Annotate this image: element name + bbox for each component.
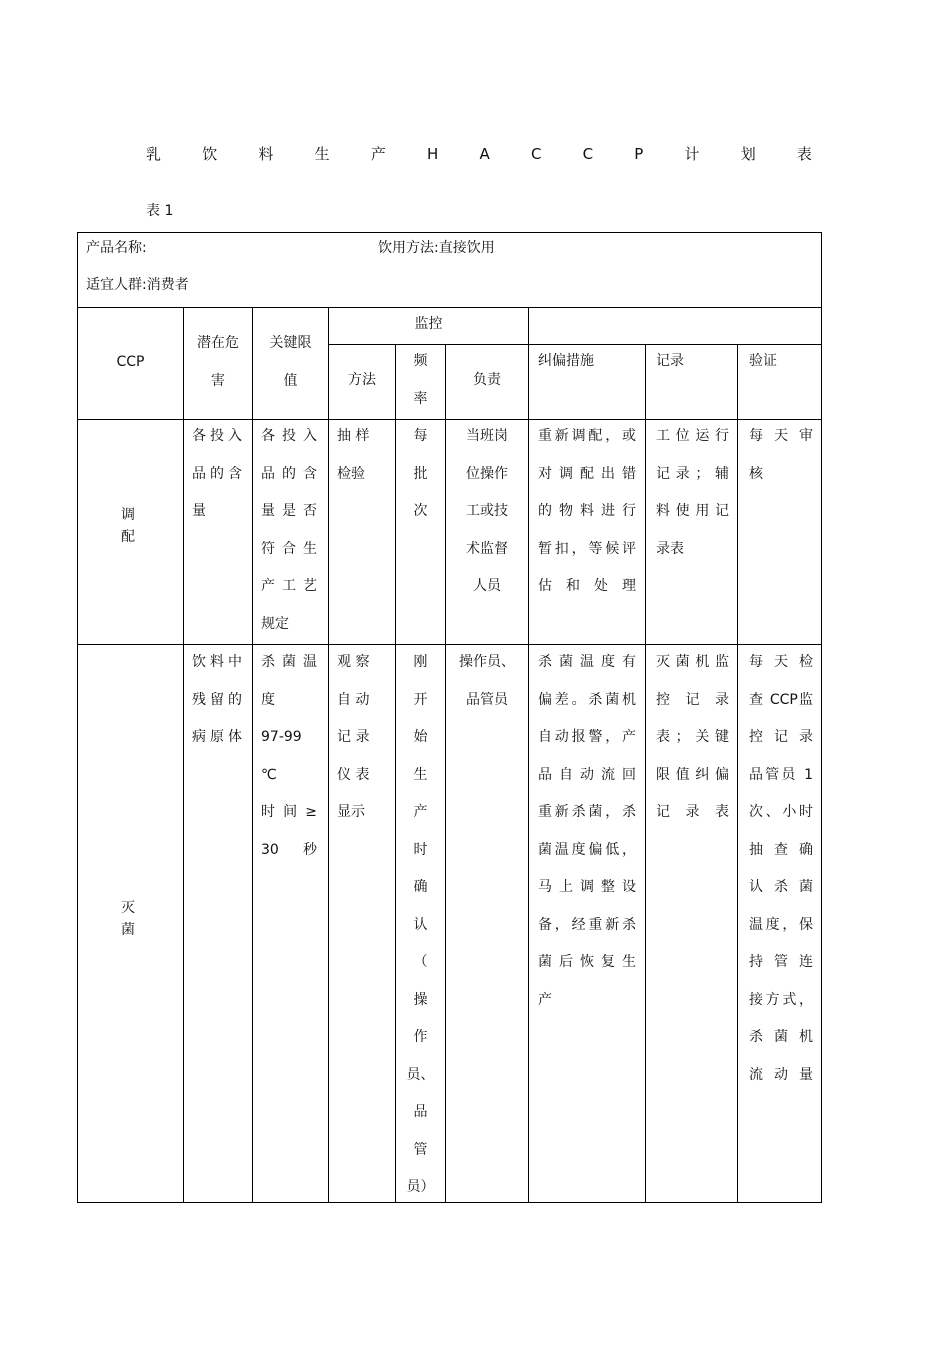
corrective-line: 的物料进行 [538,503,636,519]
corrective-line: 杀菌温度有 [538,654,636,670]
corrective-cell [538,644,636,1019]
col-line-7 [645,344,646,1203]
corrective-line: 估和处理 [538,578,636,594]
method-line: 记 录 [337,729,370,745]
table-border-bottom [77,1202,822,1203]
corrective-line: 重新杀菌，杀 [538,804,636,820]
verify-line: 温度，保 [749,916,813,933]
corrective-line: 偏差。杀菌机 [538,691,636,708]
record-line: 工位运行 [656,428,729,444]
frequency-line: 作 [413,1029,428,1045]
ccp-cell [78,897,178,941]
col-line-1 [183,307,184,1203]
ccp-line: 配 [121,529,135,545]
col-line-3 [328,307,329,1203]
verify-cell [749,644,813,1094]
title-char: A [479,145,490,163]
title-char: 产 [370,145,386,163]
verify-line: 查 CCP监 [749,691,813,708]
verify-line: 控记录 [749,729,813,745]
frequency-line: 时 [413,841,428,858]
header-limit [253,325,328,400]
ccp-line: 菌 [121,922,135,938]
audience-label [86,267,189,305]
header-frequency-line: 频 [413,353,428,369]
verify-cell [749,418,813,493]
hazard-line: 残留的 [192,691,242,708]
ccp-line: 灭 [121,900,135,916]
limit-line: 量是否 [261,503,317,519]
frequency-line: 员） [406,1179,435,1195]
verify-line: 次、小时 [749,804,813,820]
verify-line: 流动量 [749,1066,813,1083]
limit-line: 符合生 [261,540,317,557]
frequency-line: 始 [413,729,428,745]
title-char: 表 [796,145,812,163]
header-corrective: 纠偏措施 [538,353,594,369]
verify-line: 杀菌机 [749,1029,813,1045]
hazard-line: 饮料中 [192,654,242,670]
responsible-line: 品管员 [466,691,508,708]
responsible-line: 术监督 [466,540,508,557]
table-border-right [821,232,822,1203]
usage-label-text: 饮用方法: [378,240,439,256]
responsible-line: 操作员、 [459,654,515,670]
verify-line: 每天检 [749,654,813,670]
header-hazard-line: 潜在危 [197,335,239,351]
frequency-line: 认 [413,916,428,933]
title-char: H [427,145,439,163]
limit-line: 度 [261,691,275,708]
frequency-line: 管 [413,1141,428,1158]
record-line: 表；关键 [656,729,729,745]
limit-line: 品的含 [261,465,317,482]
header-limit-line: 关键限 [269,335,312,351]
corrective-line: 马上调整设 [538,879,636,895]
header-verify: 验证 [749,353,777,369]
verify-line: 认杀菌 [749,879,813,895]
title-char: 划 [740,145,756,163]
header-record: 记录 [656,353,684,369]
verify-line: 抽查确 [749,841,813,858]
method-line: 显示 [337,804,365,820]
title-char: P [634,145,644,163]
corrective-line: 暂扣，等候评 [538,540,636,557]
header-frequency-line: 率 [413,390,428,407]
method-cell [337,418,385,493]
verify-line: 核 [749,465,763,482]
hazard-cell [192,418,242,531]
frequency-line: 批 [413,465,428,482]
hazard-cell [192,644,242,757]
limit-line: 产工艺 [261,578,317,594]
header-responsible: 负责 [473,372,501,388]
verify-line: 品管员 1 [749,766,813,783]
method-line: 抽 样 [337,428,370,444]
record-cell [656,418,729,568]
title-char: 乳 [146,145,162,163]
limit-cell [261,644,317,869]
frequency-line: 品 [413,1104,428,1120]
header-hazard-line: 害 [211,372,225,389]
frequency-line: 刚 [413,654,428,670]
frequency-line: 操 [413,991,428,1008]
method-line: 检验 [337,465,365,482]
responsible-line: 工或技 [466,503,508,519]
header-ccp: CCP [116,354,145,370]
corrective-line: 对调配出错 [538,465,636,482]
frequency-line: （ [413,954,428,970]
frequency-line: 开 [413,691,428,708]
record-line: 控 记 录 [656,691,729,708]
corrective-cell [538,418,636,606]
corrective-line: 菌温度偏低， [538,841,636,858]
title-char: 饮 [202,145,218,163]
title-char: C [530,145,542,163]
table-label: 表 1 [146,203,174,219]
header-method: 方法 [348,372,376,388]
product-name-label: 产品名称: [86,240,147,256]
header-monitor: 监控 [414,316,443,332]
frequency-line: 确 [413,879,428,895]
title-char: C [582,145,594,163]
document-title [146,144,812,164]
col-line-2 [252,307,253,1203]
col-line-6 [528,307,529,1203]
responsible-line: 人员 [473,578,501,594]
frequency-line: 员、 [406,1066,435,1083]
frequency-cell [396,418,445,531]
record-line: 记录表 [656,804,729,820]
frequency-line: 每 [413,428,428,444]
col-line-8 [737,344,738,1203]
limit-line: 各投入 [261,428,317,444]
hazard-line: 品的含 [192,465,242,482]
frequency-line: 产 [413,804,428,820]
header-frequency [396,343,445,418]
responsible-cell [446,644,528,719]
record-cell [656,644,729,832]
method-cell [337,644,385,832]
limit-line: 规定 [261,615,289,632]
title-char: 生 [314,145,330,163]
corrective-line: 产 [538,991,552,1008]
audience-label-text: 适宜人群: [86,277,147,293]
responsible-line: 位操作 [466,465,508,482]
limit-line: 时间≥ [261,804,317,820]
method-line: 观 察 [337,654,370,670]
verify-line: 持管连 [749,954,813,970]
corrective-line: 备，经重新杀 [538,916,636,933]
limit-cell [261,418,317,643]
frequency-cell [396,644,445,1207]
limit-line: 30 秒 [261,841,317,858]
hazard-line: 各投入 [192,428,242,444]
corrective-line: 重新调配，或 [538,428,636,444]
record-line: 记录；辅 [656,465,729,482]
audience-value: 消费者 [146,277,189,293]
responsible-cell [446,418,528,606]
corrective-line: 自动报警，产 [538,729,636,745]
title-char: 料 [258,145,274,163]
responsible-line: 当班岗 [466,428,508,444]
corrective-line: 菌后恢复生 [538,954,636,970]
ccp-line: 调 [121,507,135,523]
method-line: 自 动 [337,691,370,708]
hazard-line: 量 [192,503,206,519]
verify-line: 接方式， [749,991,813,1008]
hazard-line: 病原体 [192,729,242,745]
record-line: 料使用记 [656,503,729,519]
header-hazard [184,325,252,400]
limit-line: 97-99 [261,729,302,745]
frequency-line: 次 [413,503,428,519]
frequency-line: 生 [413,766,428,783]
record-line: 灭菌机监 [656,654,729,670]
title-char: 计 [684,145,700,163]
header-limit-line: 值 [283,372,298,389]
verify-line: 每天审 [749,428,813,444]
ccp-cell [78,504,178,548]
limit-line: 杀菌温 [261,654,317,670]
method-line: 仪 表 [337,766,370,783]
limit-line: ℃ [261,766,277,783]
usage-label [378,230,495,268]
record-line: 录表 [656,540,684,557]
usage-value: 直接饮用 [438,240,495,256]
corrective-line: 品自动流回 [538,766,636,783]
record-line: 限值纠偏 [656,766,729,783]
